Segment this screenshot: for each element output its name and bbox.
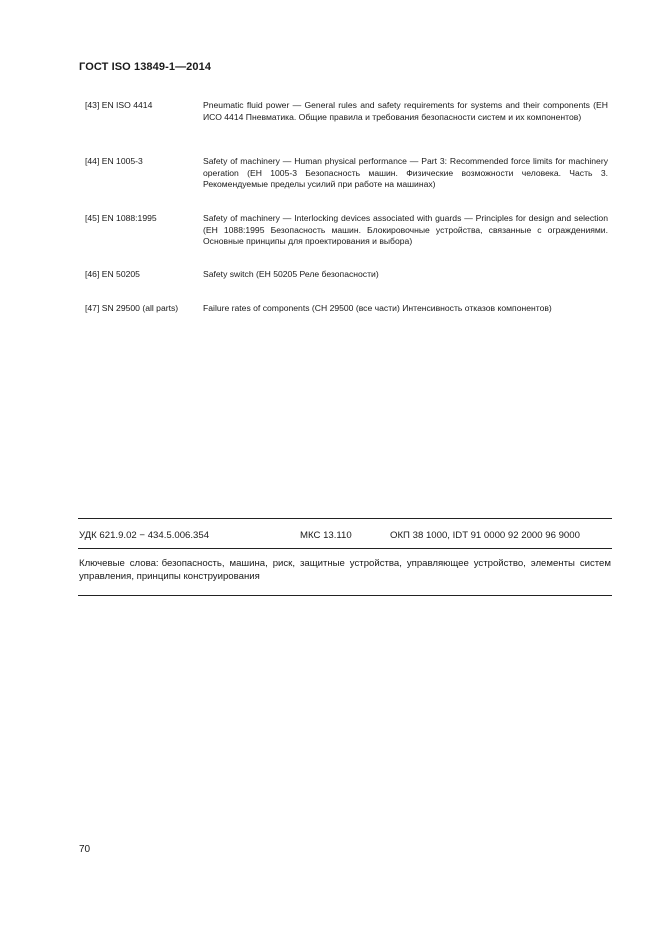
keywords-block [79, 557, 611, 583]
reference-code: [47] SN 29500 (all parts) [85, 303, 179, 313]
reference-description: Pneumatic fluid power — General rules and safety requirements for systems and their components (ЕН ИСО 4414 Пневматика. Общие правила и требования безопасности систем и их компонентов) [203, 100, 608, 122]
reference-description: Safety switch (ЕН 50205 Реле безопасности) [203, 269, 379, 279]
reference-code: [44] EN 1005-3 [85, 156, 143, 166]
okp-code: ОКП 38 1000, IDT 91 0000 92 2000 96 9000 [390, 530, 580, 541]
reference-description: Failure rates of components (СН 29500 (все части) Интенсивность отказов компонентов) [203, 303, 552, 313]
keywords-label: Ключевые слова: [79, 558, 159, 569]
mks-code: МКС 13.110 [300, 530, 352, 541]
section-divider [78, 518, 612, 519]
document-title: ГОСТ ISO 13849-1—2014 [79, 61, 212, 73]
reference-code: [43] EN ISO 4414 [85, 100, 153, 110]
keywords-text: безопасность, машина, риск, защитные устройства, управляющее устройство, элементы систем управления, принципы конструирования [79, 558, 611, 582]
reference-description: Safety of machinery — Human physical performance — Part 3: Recommended force limits for machinery operation (ЕН 1005-3 Безопасность машин. Физические возможности человека. Часть 3. Рекомендуемые пределы усилий при работе на машинах) [203, 156, 608, 190]
page-number: 70 [79, 844, 91, 855]
reference-code: [45] EN 1088:1995 [85, 213, 157, 223]
reference-code: [46] EN 50205 [85, 269, 140, 279]
section-divider [78, 595, 612, 596]
reference-description: Safety of machinery — Interlocking devices associated with guards — Principles for design and selection (ЕН 1088:1995 Безопасность машин. Блокировочные устройства, связанные с ограждениями. Основные принципы для проектирования и выбора) [203, 213, 608, 247]
udk-code: УДК 621.9.02 − 434.5.006.354 [79, 530, 210, 541]
section-divider [78, 548, 612, 549]
